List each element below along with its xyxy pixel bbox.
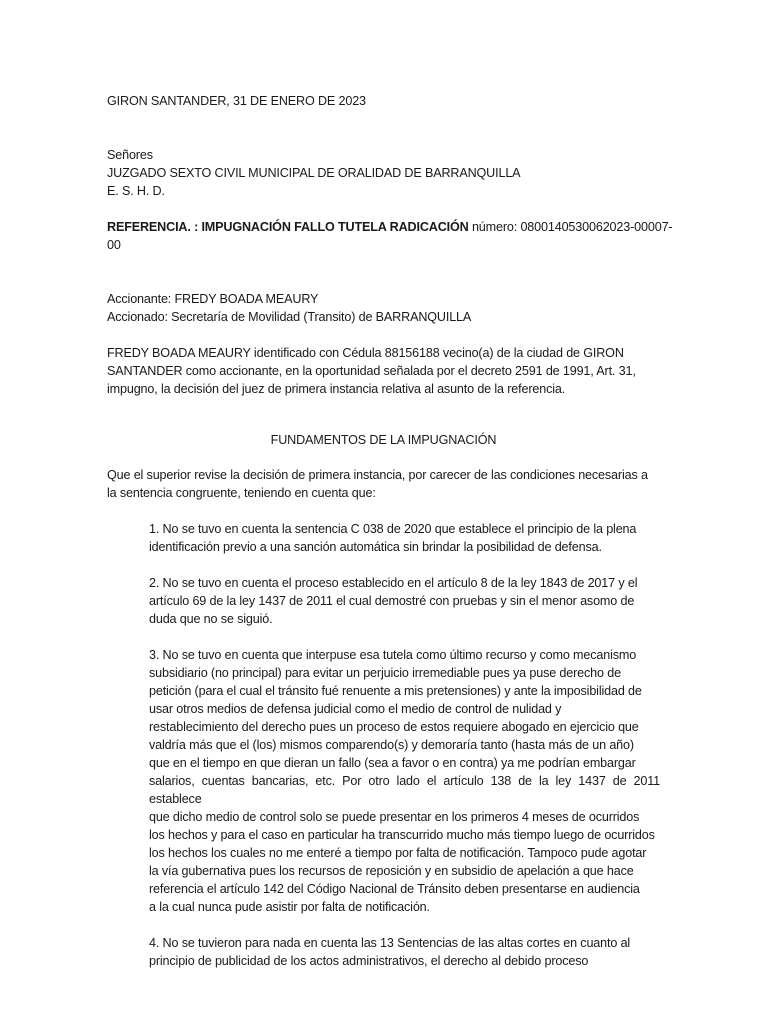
- point-line: duda que no se siguió.: [149, 612, 273, 626]
- lead-paragraph: [107, 466, 660, 502]
- intro-line: SANTANDER como accionante, en la oportunidad señalada por el decreto 2591 de 1991, Art. 31,: [107, 364, 636, 378]
- point-line: artículo 69 de la ley 1437 de 2011 el cual demostré con pruebas y sin el menor asomo de: [149, 594, 635, 608]
- point-line: 1. No se tuvo en cuenta la sentencia C 038 de 2020 que establece el principio de la plena: [149, 522, 637, 536]
- point-line: referencia el artículo 142 del Código Nacional de Tránsito deben presentarse en audiencia: [149, 882, 640, 896]
- point-line: 4. No se tuvieron para nada en cuenta las 13 Sentencias de las altas cortes en cuanto al: [149, 936, 631, 950]
- point-line: que dicho medio de control solo se puede presentar en los primeros 4 meses de ocurridos: [149, 810, 640, 824]
- point-line: la vía gubernativa pues los recursos de reposición y en subsidio de apelación a que hace: [149, 864, 634, 878]
- section-title: FUNDAMENTOS DE LA IMPUGNACIÓN: [270, 433, 497, 447]
- reference-line: [107, 218, 673, 236]
- point-line: identificación previo a una sanción automática sin brindar la posibilidad de defensa.: [149, 540, 602, 554]
- point-line: salarios, cuentas bancarias, etc. Por otro lado el artículo 138 de la ley 1437 de 2011 establece: [149, 774, 660, 806]
- lead-line: la sentencia congruente, teniendo en cuenta que:: [107, 486, 376, 500]
- intro-line: FREDY BOADA MEAURY identificado con Cédula 88156188 vecino(a) de la ciudad de GIRON: [107, 346, 624, 360]
- salutation: Señores: [107, 148, 153, 162]
- point-1: [149, 520, 660, 556]
- accionado: Accionado: Secretaría de Movilidad (Transito) de BARRANQUILLA: [107, 310, 472, 324]
- point-line: que en el tiempo en que dieran un fallo (sea a favor o en contra) ya me podrían embargar: [149, 756, 636, 770]
- point-line: 2. No se tuvo en cuenta el proceso establecido en el artículo 8 de la ley 1843 de 2017 y el: [149, 576, 638, 590]
- esd-line: E. S. H. D.: [107, 184, 165, 198]
- intro-paragraph: [107, 344, 660, 398]
- point-line: usar otros medios de defensa judicial como el medio de control de nulidad y: [149, 702, 562, 716]
- accionante: Accionante: FREDY BOADA MEAURY: [107, 292, 319, 306]
- point-line: restablecimiento del derecho pues un proceso de estos requiere abogado en ejercicio que: [149, 720, 639, 734]
- point-4: [149, 934, 660, 970]
- letter-body: [107, 0, 673, 970]
- point-3: [149, 646, 660, 916]
- point-line: los hechos y para el caso en particular ha transcurrido mucho más tiempo luego de ocurridos: [149, 828, 655, 842]
- point-line: subsidiario (no principal) para evitar un perjuicio irremediable pues ya puse derecho de: [149, 666, 621, 680]
- point-line: 3. No se tuvo en cuenta que interpuse esa tutela como último recurso y como mecanismo: [149, 648, 637, 662]
- court-name: JUZGADO SEXTO CIVIL MUNICIPAL DE ORALIDAD DE BARRANQUILLA: [107, 166, 521, 180]
- point-line: valdría más que el (los) mismos comparendo(s) y demoraría tanto (hasta más de un año): [149, 738, 634, 752]
- point-2: [149, 574, 660, 628]
- reference-line-2: 00: [107, 238, 121, 252]
- date-line: GIRON SANTANDER, 31 DE ENERO DE 2023: [107, 94, 366, 108]
- reference-number: número: 0800140530062023-00007-: [468, 220, 673, 234]
- intro-line: impugno, la decisión del juez de primera instancia relativa al asunto de la referencia.: [107, 382, 566, 396]
- point-line: petición (para el cual el tránsito fué renuente a mis pretensiones) y ante la imposibilidad de: [149, 684, 642, 698]
- point-line: a la cual nunca pude asistir por falta de notificación.: [149, 900, 430, 914]
- reference-label: REFERENCIA. : IMPUGNACIÓN FALLO TUTELA RADICACIÓN: [107, 220, 469, 234]
- lead-line: Que el superior revise la decisión de primera instancia, por carecer de las condiciones necesarias a: [107, 468, 648, 482]
- point-line: principio de publicidad de los actos administrativos, el derecho al debido proceso: [149, 954, 589, 968]
- point-line: los hechos los cuales no me enteré a tiempo por falta de notificación. Tampoco pude agotar: [149, 846, 647, 860]
